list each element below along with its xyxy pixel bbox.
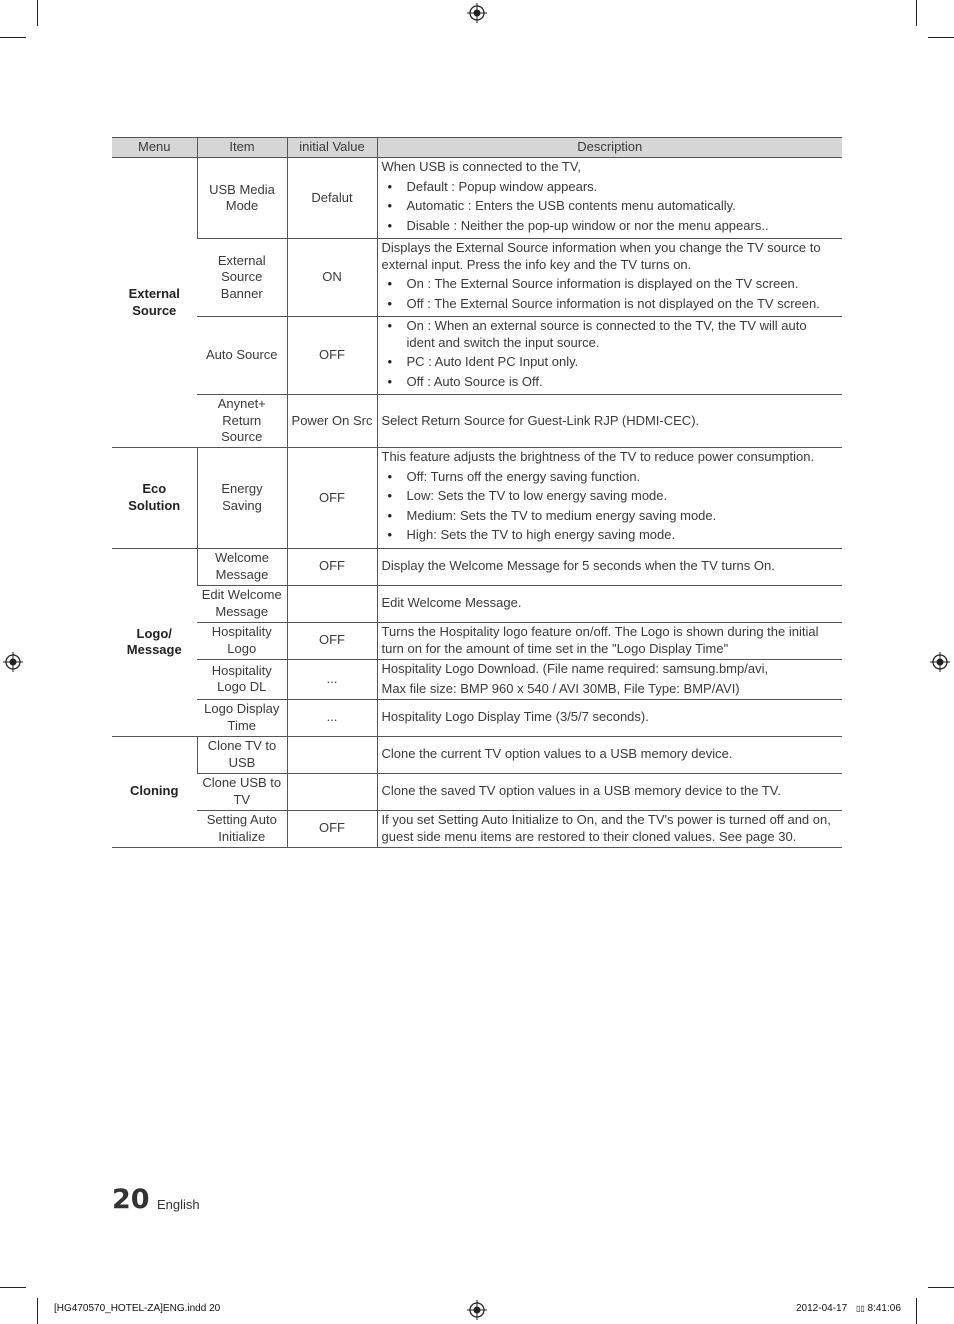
description-text: Max file size: BMP 960 x 540 / AVI 30MB, File Type: BMP/AVI) xyxy=(381,681,740,696)
crop-mark xyxy=(37,1298,38,1324)
initial-value-cell: ... xyxy=(287,659,377,699)
table-row xyxy=(112,810,842,847)
description-cell: Hospitality Logo Display Time (3/5/7 seconds). xyxy=(377,699,842,736)
bullet-list xyxy=(382,318,839,390)
footer-date-text: 2012-04-17 xyxy=(796,1303,848,1314)
initial-value-cell: Defalut xyxy=(287,158,377,239)
item-cell: Hospitality Logo xyxy=(197,622,287,659)
description-cell xyxy=(377,317,842,395)
page-number: 20 xyxy=(112,1184,150,1215)
crop-mark xyxy=(0,37,26,38)
crop-mark xyxy=(37,0,38,26)
bullet-item: • Default : Popup window appears. xyxy=(407,179,839,196)
description-cell: Clone the saved TV option values in a USB memory device to the TV. xyxy=(377,773,842,810)
crop-mark xyxy=(928,37,954,38)
description-text: Displays the External Source information when you change the TV source to external input. Press the info key and the TV turns on. xyxy=(381,240,821,272)
initial-value-cell xyxy=(287,736,377,773)
table-row xyxy=(112,548,842,585)
bullet-item: • Off : Auto Source is Off. xyxy=(407,374,839,391)
table-header-row xyxy=(112,138,842,158)
registration-crosshair-icon xyxy=(467,1300,487,1320)
column-header-description: Description xyxy=(377,138,842,158)
bullet-item: • On : The External Source information is displayed on the TV screen. xyxy=(407,276,839,293)
bullet-item: • Automatic : Enters the USB contents menu automatically. xyxy=(407,198,839,215)
table-row xyxy=(112,699,842,736)
description-cell: If you set Setting Auto Initialize to On, and the TV's power is turned off and on, guest side menu items are restored to their cloned values. See page 30. xyxy=(377,810,842,847)
item-cell: Setting Auto Initialize xyxy=(197,810,287,847)
item-cell: Energy Saving xyxy=(197,448,287,549)
registration-crosshair-icon xyxy=(930,652,950,672)
initial-value-cell: OFF xyxy=(287,317,377,395)
menu-cell: Logo/ Message xyxy=(112,548,197,736)
bullet-item: • Off: Turns off the energy saving function. xyxy=(407,469,839,486)
table-row xyxy=(112,395,842,448)
item-cell: Clone USB to TV xyxy=(197,773,287,810)
description-cell: Edit Welcome Message. xyxy=(377,585,842,622)
table-row xyxy=(112,448,842,549)
description-cell xyxy=(377,659,842,699)
description-text: When USB is connected to the TV, xyxy=(381,159,581,174)
description-text: Hospitality Logo Download. (File name required: samsung.bmp/avi, xyxy=(381,660,769,676)
menu-cell: External Source xyxy=(112,158,197,448)
bullet-item: • Low: Sets the TV to low energy saving mode. xyxy=(407,488,839,505)
table-row xyxy=(112,622,842,659)
crop-mark xyxy=(0,1287,26,1288)
bullet-list xyxy=(382,179,839,235)
item-cell: Clone TV to USB xyxy=(197,736,287,773)
item-cell: External Source Banner xyxy=(197,239,287,317)
bullet-list xyxy=(382,276,839,312)
initial-value-cell: OFF xyxy=(287,810,377,847)
item-cell: Auto Source xyxy=(197,317,287,395)
initial-value-cell: ... xyxy=(287,699,377,736)
initial-value-cell xyxy=(287,585,377,622)
bullet-item: • PC : Auto Ident PC Input only. xyxy=(407,354,839,371)
table-row xyxy=(112,239,842,317)
initial-value-cell: ON xyxy=(287,239,377,317)
description-cell: Turns the Hospitality logo feature on/off. The Logo is shown during the initial turn on for the amount of time set in the "Logo Display Time" xyxy=(377,622,842,659)
menu-cell: Eco Solution xyxy=(112,448,197,549)
table-row xyxy=(112,317,842,395)
initial-value-cell: OFF xyxy=(287,622,377,659)
registration-crosshair-icon xyxy=(467,3,487,23)
bullet-item: • On : When an external source is connected to the TV, the TV will auto ident and switch the input source. xyxy=(407,318,839,351)
item-cell: Welcome Message xyxy=(197,548,287,585)
settings-table xyxy=(112,137,842,848)
column-header-initial-value: initial Value xyxy=(287,138,377,158)
description-cell: Select Return Source for Guest-Link RJP (HDMI-CEC). xyxy=(377,395,842,448)
item-cell: USB Media Mode xyxy=(197,158,287,239)
description-cell: Display the Welcome Message for 5 seconds when the TV turns On. xyxy=(377,548,842,585)
item-cell: Logo Display Time xyxy=(197,699,287,736)
item-cell: Hospitality Logo DL xyxy=(197,659,287,699)
footer-time-text: 8:41:06 xyxy=(867,1303,901,1314)
description-cell: Clone the current TV option values to a USB memory device. xyxy=(377,736,842,773)
table-row xyxy=(112,158,842,239)
column-header-item: Item xyxy=(197,138,287,158)
bullet-item: • Disable : Neither the pop-up window or nor the menu appears.. xyxy=(407,218,839,235)
table-row xyxy=(112,736,842,773)
initial-value-cell: OFF xyxy=(287,448,377,549)
table-row xyxy=(112,585,842,622)
bullet-item: • High: Sets the TV to high energy saving mode. xyxy=(407,527,839,544)
crop-mark xyxy=(916,0,917,26)
footer-date xyxy=(796,1303,901,1314)
menu-cell: Cloning xyxy=(112,736,197,847)
item-cell: Anynet+ Return Source xyxy=(197,395,287,448)
column-header-menu: Menu xyxy=(112,138,197,158)
table-row xyxy=(112,659,842,699)
description-cell xyxy=(377,448,842,549)
item-cell: Edit Welcome Message xyxy=(197,585,287,622)
footer-time-glyph: ▯▯ xyxy=(855,1304,865,1313)
crop-mark xyxy=(916,1298,917,1324)
bullet-item: • Medium: Sets the TV to medium energy saving mode. xyxy=(407,508,839,525)
bullet-item: • Off : The External Source information is not displayed on the TV screen. xyxy=(407,296,839,313)
crop-mark xyxy=(928,1287,954,1288)
description-text: This feature adjusts the brightness of the TV to reduce power consumption. xyxy=(381,449,815,464)
description-cell xyxy=(377,158,842,239)
bullet-list xyxy=(382,469,839,544)
initial-value-cell: Power On Src xyxy=(287,395,377,448)
initial-value-cell xyxy=(287,773,377,810)
initial-value-cell: OFF xyxy=(287,548,377,585)
description-cell xyxy=(377,239,842,317)
page-language: English xyxy=(157,1197,200,1212)
table-row xyxy=(112,773,842,810)
registration-crosshair-icon xyxy=(3,652,23,672)
footer-filename: [HG470570_HOTEL-ZA]ENG.indd 20 xyxy=(54,1303,221,1314)
